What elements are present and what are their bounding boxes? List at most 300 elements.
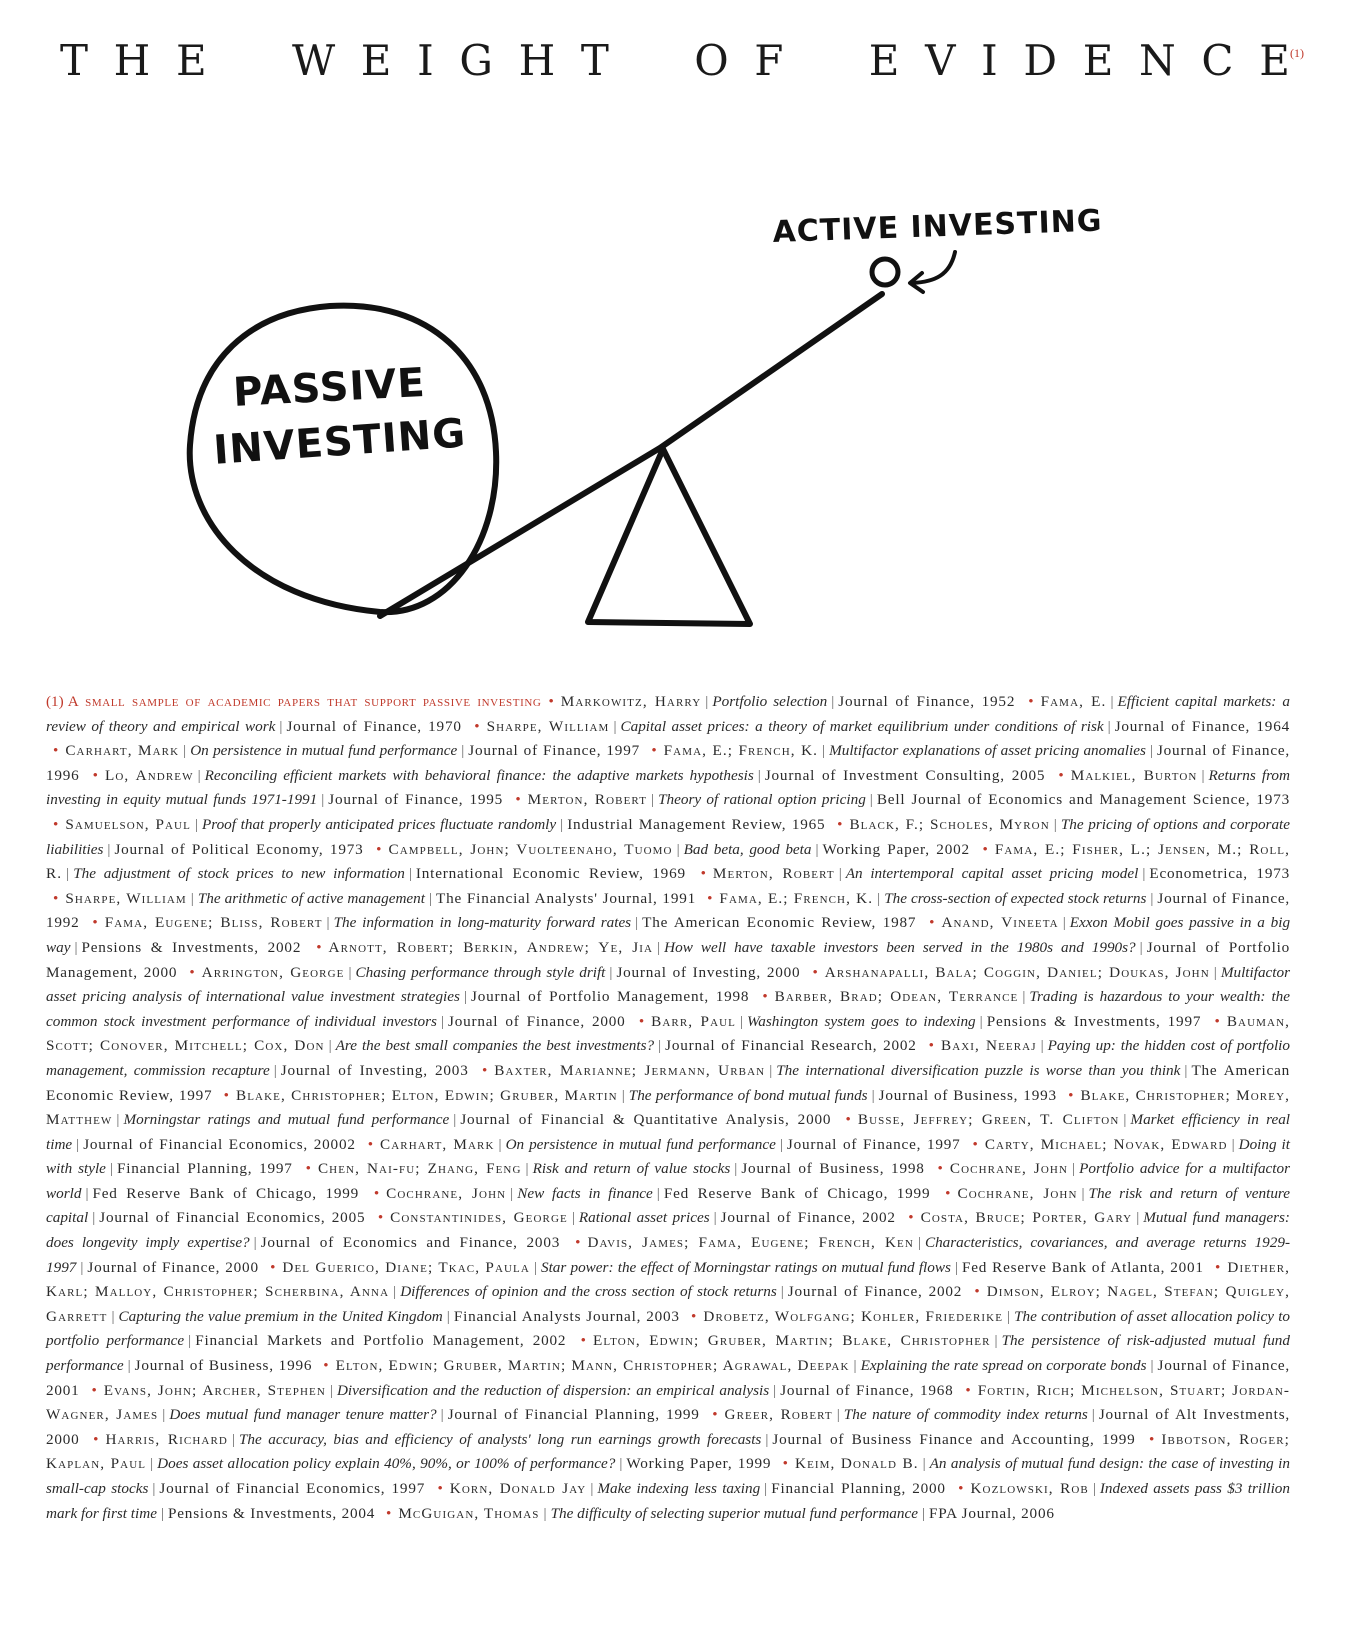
reference-journal: International Economic Review, 1969: [415, 865, 686, 883]
passive-investing-label-line1: PASSIVE: [232, 359, 427, 416]
separator: |: [1091, 1406, 1095, 1424]
bullet-icon: •: [972, 1135, 978, 1153]
reference-journal: Journal of Financial Research, 2002: [665, 1037, 917, 1055]
bullet-icon: •: [481, 1061, 488, 1079]
reference-title: The performance of bond mutual funds: [628, 1086, 868, 1104]
reference-authors: Keim, Donald B.: [795, 1455, 919, 1473]
reference-title: The persistence of risk-adjusted mutual fund performance: [46, 1332, 1290, 1375]
reference-authors: Blake, Christopher; Morey, Matthew: [46, 1086, 1291, 1129]
reference-journal: Journal of Finance, 1996: [46, 742, 1290, 784]
reference-title: Washington system goes to indexing: [747, 1012, 976, 1030]
separator: |: [1149, 742, 1153, 760]
reference-journal: Journal of Financial & Quantitative Analysis, 2000: [460, 1111, 832, 1129]
separator: |: [188, 1332, 192, 1350]
reference-journal: Journal of Finance, 2002: [787, 1283, 963, 1301]
title-letter: E: [360, 36, 392, 85]
reference-item: [217, 1087, 1057, 1104]
reference-title: Differences of opinion and the cross section of stock returns: [400, 1283, 777, 1301]
title-letter: V: [925, 36, 956, 85]
bullet-icon: •: [782, 1455, 788, 1473]
reference-title: Capital asset prices: a theory of market equilibrium under conditions of risk: [620, 717, 1104, 735]
bullet-icon: •: [316, 938, 322, 956]
bullet-icon: •: [53, 889, 59, 907]
bullet-icon: •: [1215, 1258, 1221, 1276]
separator: |: [1139, 938, 1143, 956]
title-letter: I: [417, 36, 434, 85]
reference-list: [46, 693, 1290, 1522]
reference-authors: Merton, Robert: [527, 791, 648, 809]
reference-title: Trading is hazardous to your wealth: the common stock investment performance of individual investors: [46, 988, 1291, 1030]
separator: |: [253, 1234, 257, 1252]
bullet-icon: •: [929, 914, 935, 932]
bullet-icon: •: [965, 1381, 971, 1399]
reference-journal: Financial Planning, 1997: [116, 1160, 293, 1178]
reference-authors: Black, F.; Scholes, Myron: [849, 815, 1050, 833]
separator: |: [656, 1184, 660, 1202]
reference-title: Are the best small companies the best investments?: [335, 1037, 655, 1055]
reference-item: [361, 1136, 961, 1153]
separator: |: [871, 1086, 875, 1104]
bullet-icon: •: [386, 1504, 392, 1522]
separator: |: [1062, 914, 1066, 932]
reference-journal: FPA Journal, 2006: [929, 1504, 1055, 1522]
separator: |: [921, 1504, 926, 1522]
footnote-intro: A small sample of academic papers that support passive investing: [67, 693, 542, 710]
separator: |: [152, 1480, 156, 1497]
reference-title: The pricing of options and corporate liabilities: [46, 815, 1290, 858]
separator: |: [1213, 963, 1217, 981]
reference-title: Reconciling efficient markets with behavioral finance: the adaptive markets hypothesis: [204, 766, 754, 784]
reference-journal: Journal of Finance, 2000: [87, 1258, 259, 1276]
reference-authors: Constantinides, George: [390, 1209, 568, 1227]
bullet-icon: •: [305, 1160, 311, 1178]
reference-authors: Lo, Andrew: [105, 766, 194, 784]
reference-title: Doing it with style: [46, 1135, 1290, 1178]
reference-title: The nature of commodity index returns: [843, 1406, 1088, 1424]
reference-item: [467, 718, 1290, 735]
separator: |: [1040, 1037, 1044, 1055]
bullet-icon: •: [974, 1283, 980, 1301]
title-letter: E: [175, 36, 207, 85]
reference-journal: The American Economic Review, 1987: [642, 914, 917, 932]
seesaw-illustration: [0, 0, 1350, 660]
reference-journal: Journal of Political Economy, 1973: [114, 840, 364, 858]
separator: |: [440, 1406, 444, 1424]
separator: |: [150, 1455, 154, 1473]
reference-title: Make indexing less taxing: [597, 1480, 761, 1497]
bullet-icon: •: [1149, 1430, 1155, 1448]
reference-journal: Journal of Portfolio Management, 1998: [470, 988, 750, 1006]
separator: |: [194, 815, 198, 833]
reference-item: [46, 742, 640, 759]
reference-journal: Journal of Finance, 1995: [328, 791, 504, 809]
separator: |: [328, 1037, 332, 1055]
bullet-icon: •: [53, 815, 59, 833]
reference-authors: Bauman, Scott; Conover, Mitchell; Cox, Don: [46, 1012, 1291, 1055]
reference-title: The adjustment of stock prices to new information: [73, 865, 405, 883]
reference-authors: Kozlowski, Rob: [970, 1480, 1089, 1497]
title-letter: E: [1082, 36, 1114, 85]
reference-authors: Chen, Nai-fu; Zhang, Feng: [317, 1160, 522, 1178]
reference-authors: Cochrane, John: [949, 1160, 1069, 1178]
reference-authors: Davis, James; Fama, Eugene; French, Ken: [587, 1234, 914, 1252]
reference-item: [46, 890, 696, 907]
reference-journal: Journal of Financial Economics, 2005: [99, 1209, 366, 1227]
separator: |: [1081, 1184, 1085, 1202]
reference-authors: Fama, E.; Fisher, L.; Jensen, M.; Roll, R.: [46, 840, 1290, 883]
reference-authors: Elton, Edwin; Gruber, Martin; Blake, Christopher: [593, 1332, 991, 1350]
reference-authors: Carty, Michael; Novak, Edward: [984, 1135, 1228, 1153]
separator: |: [773, 1381, 777, 1399]
reference-title: Mutual fund managers: does longevity imply expertise?: [46, 1209, 1290, 1252]
reference-journal: Journal of Economics and Finance, 2003: [260, 1234, 561, 1252]
reference-title: Portfolio selection: [712, 693, 828, 710]
title-letter: D: [1023, 36, 1058, 85]
reference-journal: The American Economic Review, 1997: [46, 1061, 1291, 1104]
bullet-icon: •: [707, 889, 713, 907]
separator: |: [764, 1480, 768, 1497]
bullet-icon: •: [189, 963, 195, 981]
separator: |: [836, 1406, 840, 1424]
separator: |: [160, 1504, 165, 1522]
reference-title: Paying up: the hidden cost of portfolio management, commission recapture: [46, 1037, 1290, 1079]
bullet-icon: •: [92, 914, 98, 932]
reference-journal: Journal of Financial Planning, 1999: [447, 1406, 700, 1424]
reference-journal: Journal of Investing, 2000: [616, 963, 801, 981]
reference-item: [632, 1013, 1201, 1030]
separator: |: [1092, 1480, 1096, 1497]
reference-journal: Journal of Finance, 1970: [286, 717, 462, 735]
separator: |: [1150, 889, 1154, 907]
reference-authors: Ibbotson, Roger; Kaplan, Paul: [46, 1430, 1290, 1473]
active-investing-label: ACTIVE INVESTING: [772, 203, 1103, 250]
bullet-icon: •: [91, 1381, 97, 1399]
separator: |: [74, 938, 78, 956]
reference-title: Bad beta, good beta: [683, 840, 812, 858]
reference-journal: Pensions & Investments, 2004: [168, 1504, 376, 1522]
bullet-icon: •: [580, 1332, 586, 1350]
reference-authors: Fortin, Rich; Michelson, Stuart; Jordan-Wagner, James: [46, 1381, 1291, 1424]
reference-journal: Financial Planning, 2000: [771, 1480, 946, 1497]
reference-title: Diversification and the reduction of dispersion: an empirical analysis: [336, 1381, 770, 1399]
reference-journal: Pensions & Investments, 2002: [81, 938, 302, 956]
reference-title: An intertemporal capital asset pricing model: [845, 865, 1139, 883]
bullet-icon: •: [367, 1135, 374, 1153]
separator: |: [757, 766, 761, 784]
separator: |: [740, 1012, 744, 1030]
separator: |: [1231, 1135, 1235, 1153]
separator: |: [1007, 1307, 1011, 1325]
bullet-icon: •: [638, 1012, 645, 1030]
reference-item: [86, 767, 1046, 784]
title-letter: T: [580, 36, 609, 85]
title-letter: H: [518, 36, 556, 85]
separator: |: [393, 1283, 397, 1301]
reference-authors: Drobetz, Wolfgang; Kohler, Friederike: [703, 1307, 1004, 1325]
bullet-icon: •: [575, 1234, 581, 1252]
reference-title: On persistence in mutual fund performance: [505, 1135, 776, 1153]
reference-authors: Carhart, Mark: [65, 742, 180, 760]
reference-title: The international diversification puzzle is worse than you think: [776, 1061, 1181, 1079]
reference-authors: Barr, Paul: [651, 1012, 736, 1030]
bullet-icon: •: [837, 815, 843, 833]
reference-item: [379, 1505, 1055, 1522]
title-footnote-marker: (1): [1290, 46, 1304, 60]
separator: |: [498, 1135, 502, 1153]
reference-item: [430, 1480, 945, 1497]
separator: |: [779, 1135, 783, 1153]
bullet-icon: •: [474, 717, 480, 735]
bullet-icon: •: [845, 1111, 851, 1129]
separator: |: [979, 1012, 983, 1030]
separator: |: [279, 717, 283, 735]
bullet-icon: •: [651, 742, 657, 760]
reference-journal: Journal of Business Finance and Accounting, 1999: [772, 1430, 1136, 1448]
bullet-icon: •: [53, 742, 59, 760]
separator: |: [769, 1061, 773, 1079]
separator: |: [162, 1406, 166, 1424]
reference-authors: Malkiel, Burton: [1070, 766, 1198, 784]
separator: |: [66, 865, 70, 883]
reference-authors: Harris, Richard: [105, 1430, 228, 1448]
title-letter: T: [60, 36, 89, 85]
reference-journal: Journal of Alt Investments, 2000: [46, 1406, 1290, 1448]
reference-title: An analysis of mutual fund design: the case of investing in small-cap stocks: [46, 1455, 1290, 1497]
reference-title: On persistence in mutual fund performance: [190, 742, 458, 760]
reference-journal: Journal of Portfolio Management, 2000: [46, 938, 1291, 981]
reference-journal: Journal of Investing, 2003: [280, 1061, 469, 1079]
reference-title: Portfolio advice for a multifactor world: [46, 1160, 1291, 1202]
separator: |: [85, 1184, 89, 1202]
reference-authors: Campbell, John; Vuolteenaho, Tuomo: [388, 840, 673, 858]
reference-authors: Evans, John; Archer, Stephen: [103, 1381, 326, 1399]
footnote-references: [46, 690, 1290, 1526]
reference-title: The difficulty of selecting superior mutual fund performance: [550, 1504, 918, 1522]
reference-title: Multifactor explanations of asset pricing anomalies: [829, 742, 1146, 760]
reference-authors: Merton, Robert: [712, 865, 835, 883]
reference-title: The information in long-maturity forward rates: [333, 914, 632, 932]
separator: |: [107, 840, 111, 858]
reference-journal: Journal of Finance, 1992: [46, 889, 1291, 932]
reference-title: Chasing performance through style drift: [355, 963, 606, 981]
reference-journal: Working Paper, 1999: [626, 1455, 772, 1473]
title-letter: C: [1201, 36, 1234, 85]
reference-authors: Cochrane, John: [386, 1184, 507, 1202]
reference-authors: Carhart, Mark: [380, 1135, 495, 1153]
reference-title: New facts in finance: [517, 1184, 653, 1202]
reference-authors: Markowitz, Harry: [560, 693, 702, 710]
reference-journal: Journal of Finance, 1997: [786, 1135, 961, 1153]
passive-investing-label-line2: INVESTING: [212, 410, 468, 474]
reference-title: Indexed assets pass $3 trillion mark for first time: [46, 1480, 1290, 1522]
reference-authors: Costa, Bruce; Porter, Gary: [920, 1209, 1133, 1227]
reference-item: [85, 914, 916, 931]
bullet-icon: •: [908, 1209, 914, 1227]
reference-authors: Dimson, Elroy; Nagel, Stefan; Quigley, Garrett: [46, 1283, 1291, 1325]
reference-authors: Sharpe, William: [65, 889, 187, 907]
reference-title: Star power: the effect of Morningstar ratings on mutual fund flows: [540, 1258, 951, 1276]
reference-authors: Sharpe, William: [486, 717, 610, 735]
reference-journal: Financial Analysts Journal, 2003: [453, 1307, 680, 1325]
footnote-number: (1): [46, 693, 64, 710]
title-letter: W: [291, 36, 336, 85]
bullet-icon: •: [1214, 1012, 1220, 1030]
reference-authors: Diether, Karl; Malloy, Christopher; Scherbina, Anna: [46, 1258, 1291, 1301]
reference-title: The cross-section of expected stock returns: [884, 889, 1147, 907]
reference-journal: Econometrica, 1973: [1149, 865, 1291, 883]
separator: |: [734, 1160, 738, 1178]
reference-title: The contribution of asset allocation policy to portfolio performance: [46, 1307, 1291, 1350]
reference-journal: Fed Reserve Bank of Atlanta, 2001: [961, 1258, 1204, 1276]
bullet-icon: •: [928, 1037, 934, 1055]
reference-journal: Journal of Finance, 1997: [468, 742, 640, 760]
title-letter: O: [694, 36, 729, 85]
reference-authors: Baxi, Neeraj: [940, 1037, 1037, 1055]
reference-item: [369, 841, 970, 858]
separator: |: [917, 1234, 921, 1252]
separator: |: [635, 914, 639, 932]
separator: |: [658, 1037, 662, 1055]
separator: |: [831, 693, 835, 710]
reference-authors: Cochrane, John: [957, 1184, 1078, 1202]
separator: |: [190, 889, 194, 907]
reference-authors: McGuigan, Thomas: [398, 1504, 540, 1522]
reference-journal: Journal of Business, 1996: [134, 1357, 313, 1375]
separator: |: [440, 1012, 444, 1030]
reference-title: Proof that properly anticipated prices fluctuate randomly: [201, 815, 557, 833]
reference-authors: Korn, Donald Jay: [449, 1480, 587, 1497]
separator: |: [877, 889, 881, 907]
separator: |: [321, 791, 325, 809]
separator: |: [348, 963, 352, 981]
separator: |: [461, 742, 465, 760]
reference-authors: Fama, E.: [1040, 693, 1107, 710]
reference-title: The arithmetic of active management: [197, 889, 425, 907]
separator: |: [613, 717, 617, 735]
reference-item: [84, 1382, 953, 1399]
reference-title: Theory of rational option pricing: [658, 791, 866, 809]
reference-authors: Barber, Brad; Odean, Terrance: [774, 988, 1019, 1006]
reference-journal: Fed Reserve Bank of Chicago, 1999: [92, 1184, 360, 1202]
reference-item: [367, 1185, 931, 1202]
bullet-icon: •: [700, 865, 706, 883]
reference-item: [182, 964, 800, 981]
separator: |: [713, 1209, 717, 1227]
bullet-icon: •: [437, 1480, 443, 1497]
separator: |: [1072, 1160, 1076, 1178]
separator: |: [571, 1209, 575, 1227]
reference-title: Market efficiency in real time: [46, 1111, 1291, 1153]
separator: |: [922, 1455, 926, 1473]
reference-authors: Fama, Eugene; Bliss, Robert: [104, 914, 323, 932]
separator: |: [111, 1307, 115, 1325]
reference-title: Exxon Mobil goes passive in a big way: [46, 914, 1291, 956]
separator: |: [560, 815, 564, 833]
reference-authors: Del Guerico, Diane; Tkac, Paula: [282, 1258, 530, 1276]
reference-journal: Journal of Financial Economics, 1997: [159, 1480, 426, 1497]
bullet-icon: •: [376, 840, 382, 858]
bullet-icon: •: [712, 1406, 718, 1424]
reference-authors: Elton, Edwin; Gruber, Martin; Mann, Christopher; Agrawal, Deepak: [335, 1357, 850, 1375]
separator: |: [954, 1258, 958, 1276]
separator: |: [609, 963, 613, 981]
separator: |: [1150, 1357, 1154, 1375]
separator: |: [92, 1209, 96, 1227]
separator: |: [657, 938, 661, 956]
separator: |: [273, 1061, 277, 1079]
reference-title: Characteristics, covariances, and average returns 1929-1997: [46, 1234, 1290, 1276]
reference-journal: Industrial Management Review, 1965: [567, 815, 826, 833]
separator: |: [705, 693, 709, 710]
reference-title: Capturing the value premium in the United Kingdom: [118, 1307, 443, 1325]
separator: |: [543, 1504, 547, 1522]
separator: |: [1123, 1111, 1127, 1129]
reference-journal: Bell Journal of Economics and Management Science, 1973: [876, 791, 1290, 809]
separator: |: [994, 1332, 998, 1350]
active-circle: [872, 259, 898, 285]
separator: |: [510, 1184, 514, 1202]
bullet-icon: •: [270, 1258, 276, 1276]
separator: |: [116, 1111, 120, 1129]
bullet-icon: •: [1068, 1086, 1074, 1104]
separator: |: [533, 1258, 537, 1276]
reference-journal: Journal of Business, 1993: [878, 1086, 1057, 1104]
separator: |: [446, 1307, 450, 1325]
separator: |: [1136, 1209, 1140, 1227]
reference-authors: Greer, Robert: [724, 1406, 833, 1424]
reference-journal: Journal of Business, 1998: [741, 1160, 925, 1178]
reference-authors: Busse, Jeffrey; Green, T. Clifton: [857, 1111, 1120, 1129]
bullet-icon: •: [515, 791, 521, 809]
reference-journal: Journal of Finance, 1964: [1114, 717, 1290, 735]
separator: |: [76, 1135, 80, 1153]
title-letter: G: [459, 36, 493, 85]
reference-item: [299, 1160, 925, 1177]
bullet-icon: •: [377, 1209, 384, 1227]
reference-journal: Journal of Finance, 2000: [448, 1012, 626, 1030]
separator: |: [676, 840, 680, 858]
separator: |: [109, 1160, 113, 1178]
separator: |: [197, 766, 201, 784]
separator: |: [838, 865, 842, 883]
reference-title: How well have taxable investors been served in the 1980s and 1990s?: [664, 938, 1136, 956]
reference-title: Risk and return of value stocks: [532, 1160, 731, 1178]
title-letter: N: [1139, 36, 1176, 85]
reference-title: Explaining the rate spread on corporate bonds: [860, 1357, 1147, 1375]
reference-journal: Journal of Finance, 2002: [720, 1209, 896, 1227]
separator: |: [231, 1430, 235, 1448]
separator: |: [651, 791, 655, 809]
reference-item: [371, 1209, 896, 1226]
separator: |: [765, 1430, 769, 1448]
reference-journal: Pensions & Investments, 1997: [986, 1012, 1202, 1030]
bullet-icon: •: [223, 1086, 229, 1104]
separator: |: [780, 1283, 784, 1301]
separator: |: [590, 1480, 594, 1497]
reference-journal: Journal of Finance, 1952: [838, 693, 1016, 710]
reference-authors: Fama, E.; French, K.: [719, 889, 874, 907]
separator: |: [1022, 988, 1026, 1006]
reference-authors: Arshanapalli, Bala; Coggin, Daniel; Doukas, John: [824, 963, 1210, 981]
reference-title: Morningstar ratings and mutual fund performance: [123, 1111, 450, 1129]
bullet-icon: •: [92, 766, 98, 784]
title-letter: E: [868, 36, 900, 85]
reference-authors: Blake, Christopher; Elton, Edwin; Gruber, Martin: [235, 1086, 618, 1104]
bullet-icon: •: [945, 1184, 951, 1202]
reference-journal: Fed Reserve Bank of Chicago, 1999: [663, 1184, 931, 1202]
reference-authors: Arrington, George: [201, 963, 345, 981]
reference-authors: Arnott, Robert; Berkin, Andrew; Ye, Jia: [328, 938, 654, 956]
